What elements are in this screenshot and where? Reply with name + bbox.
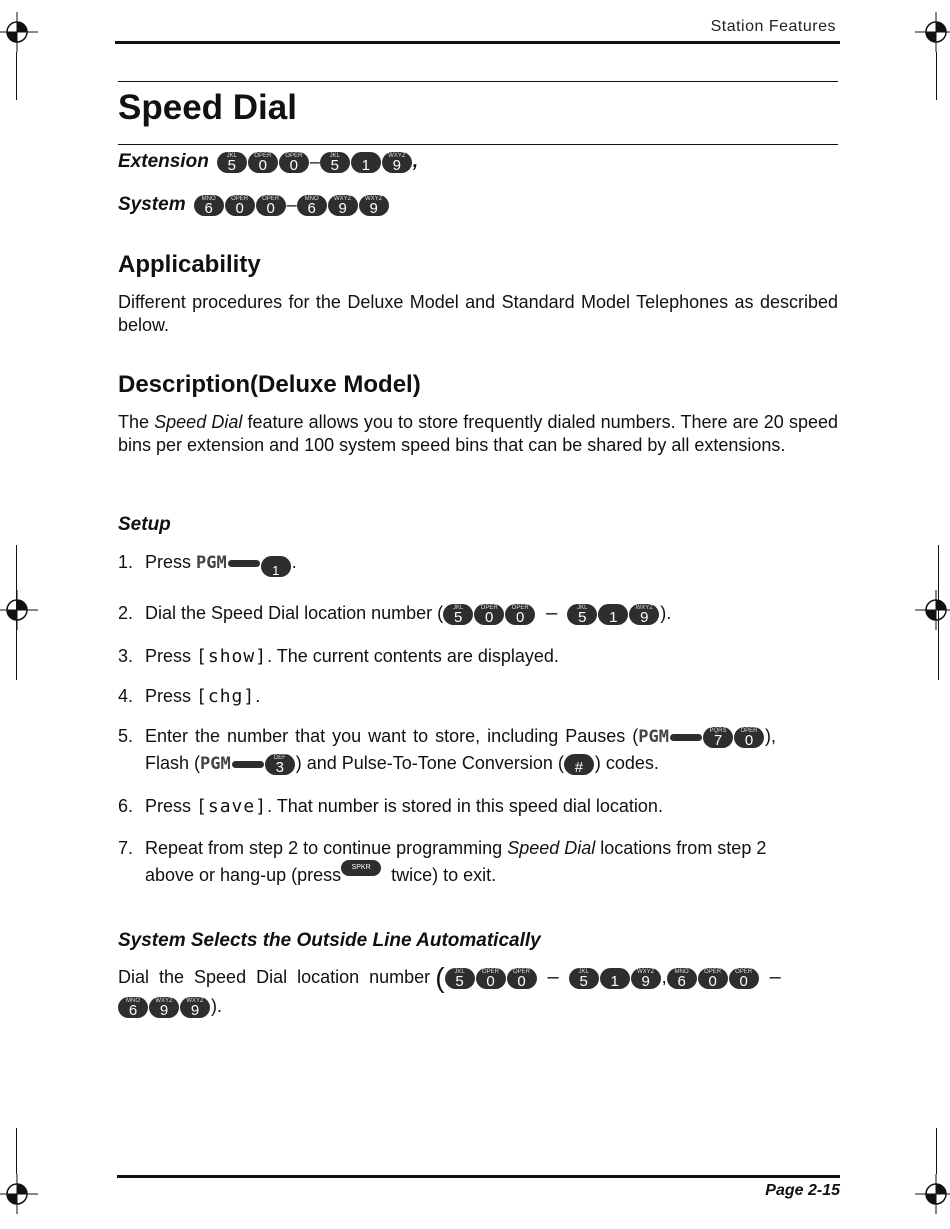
step-7-number: 7. — [118, 838, 134, 858]
step-2-number: 2. — [118, 603, 134, 623]
key-1: 1 — [351, 152, 381, 173]
key-1: 1 — [598, 604, 628, 625]
step-3-text: Press — [145, 646, 192, 666]
step-1-number: 1. — [118, 552, 134, 572]
title-bottom-rule — [118, 144, 838, 145]
extension-label: Extension — [118, 151, 209, 172]
description-text-after: feature allows you to store frequently dialed numbers. There are 20 speed bins per extension and 100 system speed bins that can be shared by all extensions. — [118, 412, 838, 455]
crop-mark-bottom-right — [913, 1174, 950, 1214]
key-3: DEF 3 — [265, 754, 295, 775]
auto-line-heading: System Selects the Outside Line Automatically — [118, 930, 541, 951]
auto-line-text — [118, 962, 840, 1018]
pause-keys — [703, 726, 765, 749]
key-9: WXYZ 9 — [631, 968, 661, 989]
header-section-title: Station Features — [710, 18, 836, 35]
step-7-line1b: locations from step 2 — [595, 838, 767, 858]
pgm-label: PGM — [196, 553, 227, 573]
step-3 — [118, 646, 559, 667]
auto-dash-2: – — [769, 965, 781, 988]
auto-sys-start-keys — [667, 967, 760, 990]
description-text — [118, 411, 838, 457]
system-start-keys — [194, 195, 287, 217]
page-title: Speed Dial — [118, 88, 297, 127]
step-4-number: 4. — [118, 686, 134, 706]
step-2-start-keys — [443, 603, 536, 626]
key-0: OPER 0 — [476, 968, 506, 989]
key-6: MNO 6 — [118, 997, 148, 1018]
extension-start-keys — [217, 152, 310, 174]
step-5-number: 5. — [118, 726, 134, 746]
step-2-end-keys — [567, 603, 660, 626]
crop-line-top-right — [936, 52, 937, 100]
step-3-number: 3. — [118, 646, 134, 666]
extension-dash: – — [309, 151, 320, 172]
auto-ext-start-keys — [445, 967, 538, 990]
step-4 — [118, 686, 260, 707]
key-5: JKL 5 — [443, 604, 473, 625]
step-5-line1-end: ), — [764, 726, 776, 746]
crop-line-bottom-right — [936, 1128, 937, 1174]
key-0: OPER 0 — [507, 968, 537, 989]
show-softkey: [show] — [196, 646, 268, 667]
crop-mark-top-right — [913, 12, 950, 52]
step-1 — [118, 552, 297, 578]
key-0: OPER 0 — [734, 727, 764, 748]
setup-heading: Setup — [118, 514, 171, 535]
page-number: Page 2-15 — [765, 1182, 840, 1199]
extension-codes — [118, 151, 418, 173]
pgm-bar-icon — [232, 761, 264, 768]
description-text-italic: Speed Dial — [154, 412, 243, 432]
step-5-end: ) codes. — [594, 753, 659, 773]
spkr-key: SPKR — [341, 860, 381, 876]
step-6-text: Press — [145, 796, 192, 816]
pgm-label: PGM — [638, 727, 669, 747]
step-4-rest: . — [255, 686, 261, 706]
crop-line-bottom-left — [16, 1128, 17, 1174]
key-5: JKL 5 — [445, 968, 475, 989]
crop-mark-mid-right — [913, 590, 950, 630]
key-9: WXYZ 9 — [359, 195, 389, 216]
step-1-text: Press — [145, 552, 192, 572]
auto-line-label: Dial the Speed Dial location number — [118, 966, 431, 987]
key-6: MNO 6 — [194, 195, 224, 216]
chg-softkey: [chg] — [196, 686, 256, 707]
key-0: OPER 0 — [279, 152, 309, 173]
extension-end-keys — [320, 152, 413, 174]
step-2-end: ). — [660, 603, 672, 623]
system-end-keys — [297, 195, 390, 217]
description-text-before: The — [118, 412, 155, 432]
pgm-bar-icon — [670, 734, 702, 741]
key-9: WXYZ 9 — [382, 152, 412, 173]
crop-mark-mid-left — [0, 590, 40, 630]
step-7-line1a: Repeat from step 2 to continue programming — [145, 838, 508, 858]
key-5: JKL 5 — [217, 152, 247, 173]
auto-sys-end-keys — [118, 996, 211, 1019]
crop-mark-bottom-left — [0, 1174, 40, 1214]
step-6 — [118, 796, 663, 817]
system-codes — [118, 194, 390, 216]
save-softkey: [save] — [196, 796, 268, 817]
pgm-bar-icon — [228, 560, 260, 567]
step-5-line1: Enter the number that you want to store, including Pauses ( — [145, 726, 639, 746]
key-9: WXYZ 9 — [180, 997, 210, 1018]
key-0: OPER 0 — [505, 604, 535, 625]
header-rule — [115, 41, 840, 44]
step-5-flash-end: ) and Pulse-To-Tone Conversion ( — [295, 753, 564, 773]
system-dash: – — [286, 194, 297, 215]
step-7-line2b: twice) to exit. — [391, 865, 497, 885]
step-2 — [118, 602, 671, 625]
key-5: JKL 5 — [569, 968, 599, 989]
key-9: WXYZ 9 — [149, 997, 179, 1018]
pgm-label: PGM — [200, 754, 231, 774]
key-7: PQRS 7 — [703, 727, 733, 748]
step-1-end: . — [291, 552, 297, 572]
step-5-flash-start: Flash ( — [145, 753, 201, 773]
key-0: OPER 0 — [698, 968, 728, 989]
step-5 — [118, 726, 838, 775]
footer-rule — [117, 1175, 840, 1178]
step-2-dash: – — [546, 602, 558, 624]
step-7 — [118, 838, 838, 886]
step-4-text: Press — [145, 686, 192, 706]
system-label: System — [118, 194, 186, 215]
extension-comma: , — [412, 151, 419, 172]
auto-line-open: ( — [435, 962, 445, 993]
key-9: WXYZ 9 — [629, 604, 659, 625]
crop-line-mid-right — [938, 545, 939, 680]
key-0: OPER 0 — [256, 195, 286, 216]
step-2-text: Dial the Speed Dial location number ( — [145, 603, 444, 623]
auto-comma: , — [661, 966, 667, 987]
step-3-rest: . The current contents are displayed. — [267, 646, 559, 666]
auto-line-close: ). — [211, 996, 222, 1016]
key-0: OPER 0 — [225, 195, 255, 216]
key-0: OPER 0 — [474, 604, 504, 625]
step-6-number: 6. — [118, 796, 134, 816]
key-0: OPER 0 — [729, 968, 759, 989]
key-5: JKL 5 — [567, 604, 597, 625]
key-5: JKL 5 — [320, 152, 350, 173]
crop-mark-top-left — [0, 12, 40, 52]
auto-ext-end-keys — [569, 967, 662, 990]
applicability-text: Different procedures for the Deluxe Model and Standard Model Telephones as described below. — [118, 292, 838, 335]
step-7-line1-italic: Speed Dial — [507, 838, 596, 858]
step-6-rest: . That number is stored in this speed dial location. — [267, 796, 663, 816]
crop-line-top-left — [16, 52, 17, 100]
key-1: 1 — [261, 556, 291, 577]
key-hash: # — [564, 754, 594, 775]
applicability-heading: Applicability — [118, 251, 261, 278]
key-0: OPER 0 — [248, 152, 278, 173]
crop-line-mid-left — [16, 545, 17, 680]
key-6: MNO 6 — [297, 195, 327, 216]
key-6: MNO 6 — [667, 968, 697, 989]
key-1: 1 — [600, 968, 630, 989]
step-7-line2a: above or hang-up (press — [145, 865, 342, 885]
title-top-rule — [118, 81, 838, 82]
auto-dash-1: – — [547, 965, 559, 988]
description-heading: Description(Deluxe Model) — [118, 371, 421, 398]
key-9: WXYZ 9 — [328, 195, 358, 216]
